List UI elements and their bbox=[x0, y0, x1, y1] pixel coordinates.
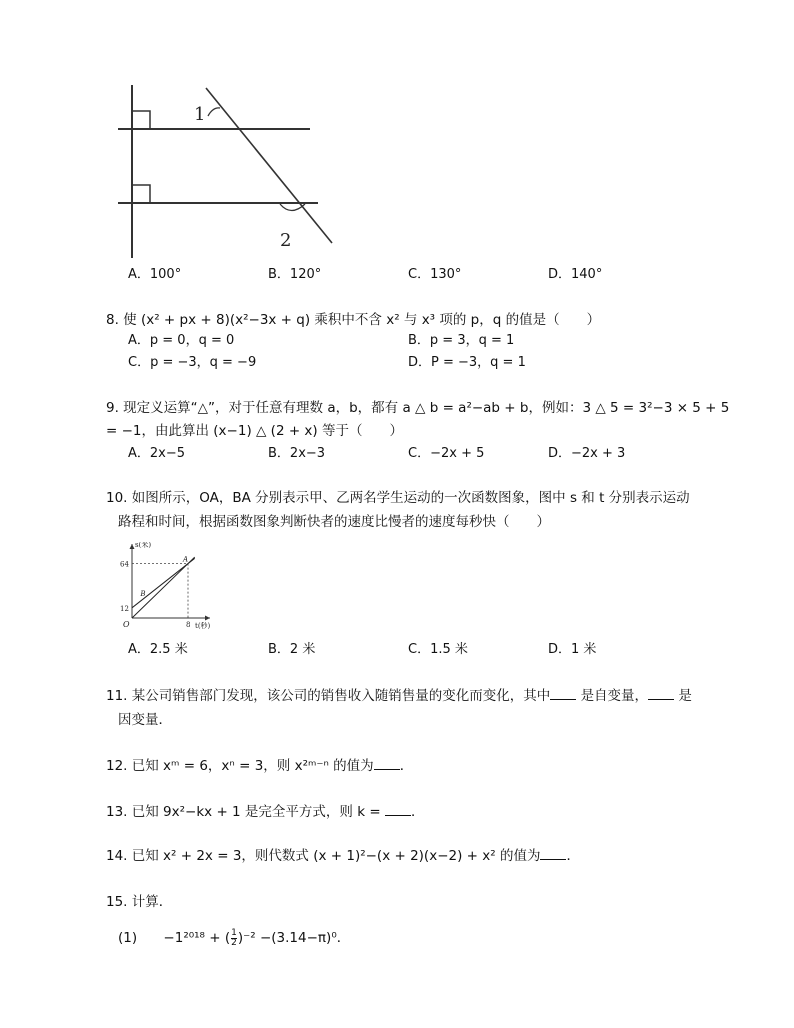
q10-function-chart bbox=[112, 542, 212, 632]
q9-stem-line2: = −1，由此算出 (x−1) △ (2 + x) 等于（ ） bbox=[106, 423, 403, 439]
q9-option-c: C．−2x + 5 bbox=[408, 446, 485, 461]
q8-option-c: C．p = −3，q = −9 bbox=[128, 355, 257, 370]
q9-stem-line1: 9. 现定义运算“△”，对于任意有理数 a，b，都有 a △ b = a²−ab + b，例如：3 △ 5 = 3²−3 × 5 + 5 bbox=[106, 400, 730, 416]
q15-fraction-denominator: 2 bbox=[231, 937, 237, 948]
q10-stem-line1: 10. 如图所示，OA，BA 分别表示甲、乙两名学生运动的一次函数图象，图中 s 和 t 分别表示运动 bbox=[106, 490, 690, 506]
q13-blank[interactable] bbox=[385, 803, 411, 816]
q7-figure bbox=[110, 80, 340, 260]
q14-text: 14. 已知 x² + 2x = 3，则代数式 (x + 1)²−(x + 2)(x−2) + x² 的值为 bbox=[106, 848, 541, 864]
y-tick-label-64: 64 bbox=[120, 560, 129, 569]
x-axis-label: t(秒) bbox=[195, 622, 211, 630]
right-angle-mark-upper bbox=[132, 111, 150, 129]
q7-option-b: B．120° bbox=[268, 267, 322, 282]
y-axis-label: s(米) bbox=[135, 542, 152, 549]
q15-item-1 bbox=[118, 928, 350, 948]
q12-stem bbox=[106, 756, 413, 776]
q7-option-a: A．100° bbox=[128, 267, 182, 282]
q9-option-a: A．2x−5 bbox=[128, 446, 186, 461]
q10-stem-line2: 路程和时间，根据函数图象判断快者的速度比慢者的速度每秒快（ ） bbox=[118, 514, 550, 530]
q12-blank[interactable] bbox=[374, 757, 400, 770]
q15-title: 15. 计算． bbox=[106, 894, 173, 910]
q14-period: ． bbox=[566, 848, 580, 864]
q13-stem bbox=[106, 802, 424, 822]
x-axis-arrow bbox=[205, 616, 210, 621]
q11-blank-1[interactable] bbox=[550, 687, 576, 700]
q15-expression-a: −1²⁰¹⁸ + ( bbox=[163, 930, 231, 946]
angle-1-label: 1 bbox=[194, 104, 206, 125]
q11-text-c: 是 bbox=[678, 688, 692, 704]
q8-option-b: B．p = 3，q = 1 bbox=[408, 333, 515, 348]
q10-option-a: A．2.5 米 bbox=[128, 642, 188, 657]
y-tick-label-12: 12 bbox=[120, 604, 129, 613]
q9-option-b: B．2x−3 bbox=[268, 446, 326, 461]
origin-label: O bbox=[123, 620, 130, 629]
q15-fraction-numerator: 1 bbox=[231, 927, 237, 938]
q11-stem-line2: 因变量． bbox=[118, 712, 172, 728]
q13-period: ． bbox=[410, 804, 425, 820]
transversal-line bbox=[206, 88, 332, 243]
q12-text: 12. 已知 xᵐ = 6，xⁿ = 3，则 x²ᵐ⁻ⁿ 的值为 bbox=[106, 758, 374, 774]
x-tick-label-8: 8 bbox=[186, 621, 191, 629]
q10-option-c: C．1.5 米 bbox=[408, 642, 468, 657]
q8-stem: 8. 使 (x² + px + 8)(x²−3x + q) 乘积中不含 x² 与 x³ 项的 p，q 的值是（ ） bbox=[106, 312, 601, 328]
q11-text-b: 是自变量， bbox=[580, 688, 649, 704]
right-angle-mark-lower bbox=[132, 185, 150, 203]
angle-2-label: 2 bbox=[280, 230, 292, 251]
q11-text-a: 11. 某公司销售部门发现，该公司的销售收入随销售量的变化而变化，其中 bbox=[106, 688, 551, 704]
point-label-a: A bbox=[183, 555, 189, 564]
q11-blank-2[interactable] bbox=[648, 687, 674, 700]
q8-option-a: A．p = 0，q = 0 bbox=[128, 333, 235, 348]
q13-text: 13. 已知 9x²−kx + 1 是完全平方式，则 k = bbox=[106, 804, 381, 820]
q10-option-d: D．1 米 bbox=[548, 642, 597, 657]
q9-option-d: D．−2x + 3 bbox=[548, 446, 626, 461]
q11-stem-line1 bbox=[106, 686, 692, 706]
point-label-b: B bbox=[140, 589, 146, 598]
q10-option-b: B．2 米 bbox=[268, 642, 316, 657]
q7-option-c: C．130° bbox=[408, 267, 462, 282]
q7-option-d: D．140° bbox=[548, 267, 603, 282]
series-line-BA bbox=[132, 555, 195, 608]
q12-period: ． bbox=[399, 758, 414, 774]
q15-expression-b: )⁻² −(3.14−π)⁰． bbox=[237, 930, 351, 946]
q14-stem bbox=[106, 846, 580, 866]
q14-blank[interactable] bbox=[540, 847, 566, 860]
q15-fraction bbox=[231, 929, 237, 948]
q8-option-d: D．P = −3，q = 1 bbox=[408, 355, 526, 370]
q15-item-number: (1) bbox=[118, 930, 138, 946]
angle-1-arc bbox=[208, 108, 220, 116]
y-axis-arrow bbox=[130, 544, 135, 549]
